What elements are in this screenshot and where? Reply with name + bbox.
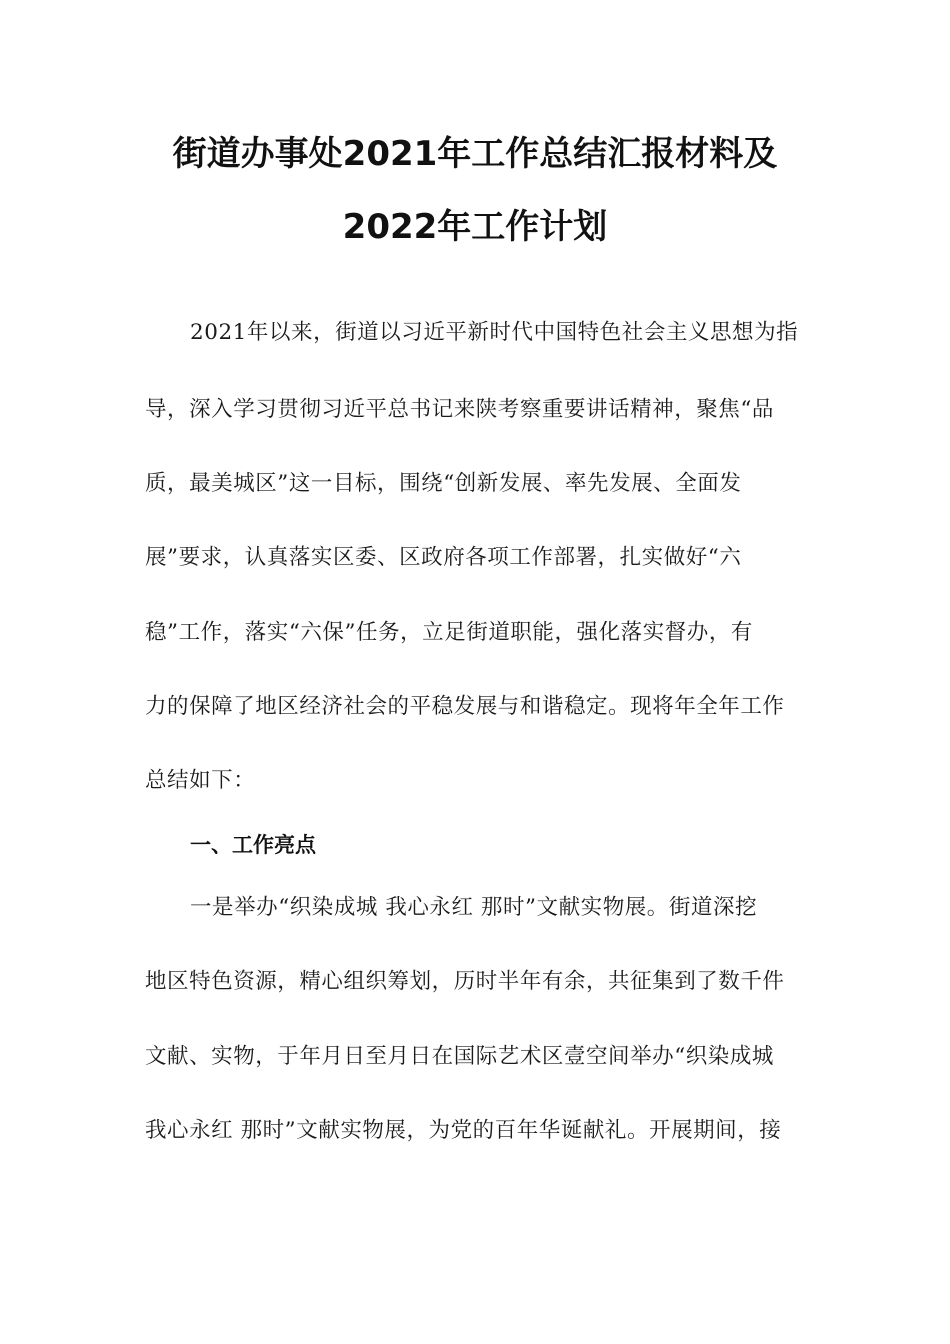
document-title-line-1: 街道办事处2021年工作总结汇报材料及 xyxy=(172,134,778,174)
intro-paragraph-line: 质，最美城区”这一目标，围绕“创新发展、率先发展、全面发 xyxy=(145,471,742,496)
intro-paragraph-line: 展”要求，认真落实区委、区政府各项工作部署，扎实做好“六 xyxy=(145,545,742,570)
intro-paragraph-line: 稳”工作，落实“六保”任务，立足街道职能，强化落实督办，有 xyxy=(145,620,753,645)
section-paragraph-line: 一是举办“织染成城 我心永红 那时”文献实物展。街道深挖 xyxy=(190,895,758,920)
intro-paragraph-line: 总结如下： xyxy=(145,768,256,793)
document-title-line-2: 2022年工作计划 xyxy=(342,207,608,247)
intro-paragraph-line: 2021年以来，街道以习近平新时代中国特色社会主义思想为指 xyxy=(190,320,799,345)
intro-paragraph-line: 导，深入学习贯彻习近平总书记来陕考察重要讲话精神，聚焦“品 xyxy=(145,397,774,422)
section-paragraph-line: 地区特色资源，精心组织筹划，历时半年有余，共征集到了数千件 xyxy=(145,969,785,994)
section-heading: 一、工作亮点 xyxy=(190,833,316,857)
section-paragraph-line: 文献、实物，于年月日至月日在国际艺术区壹空间举办“织染成城 xyxy=(145,1044,774,1069)
section-paragraph-line: 我心永红 那时”文献实物展，为党的百年华诞献礼。开展期间，接 xyxy=(145,1118,782,1143)
intro-paragraph-line: 力的保障了地区经济社会的平稳发展与和谐稳定。现将年全年工作 xyxy=(145,694,785,719)
